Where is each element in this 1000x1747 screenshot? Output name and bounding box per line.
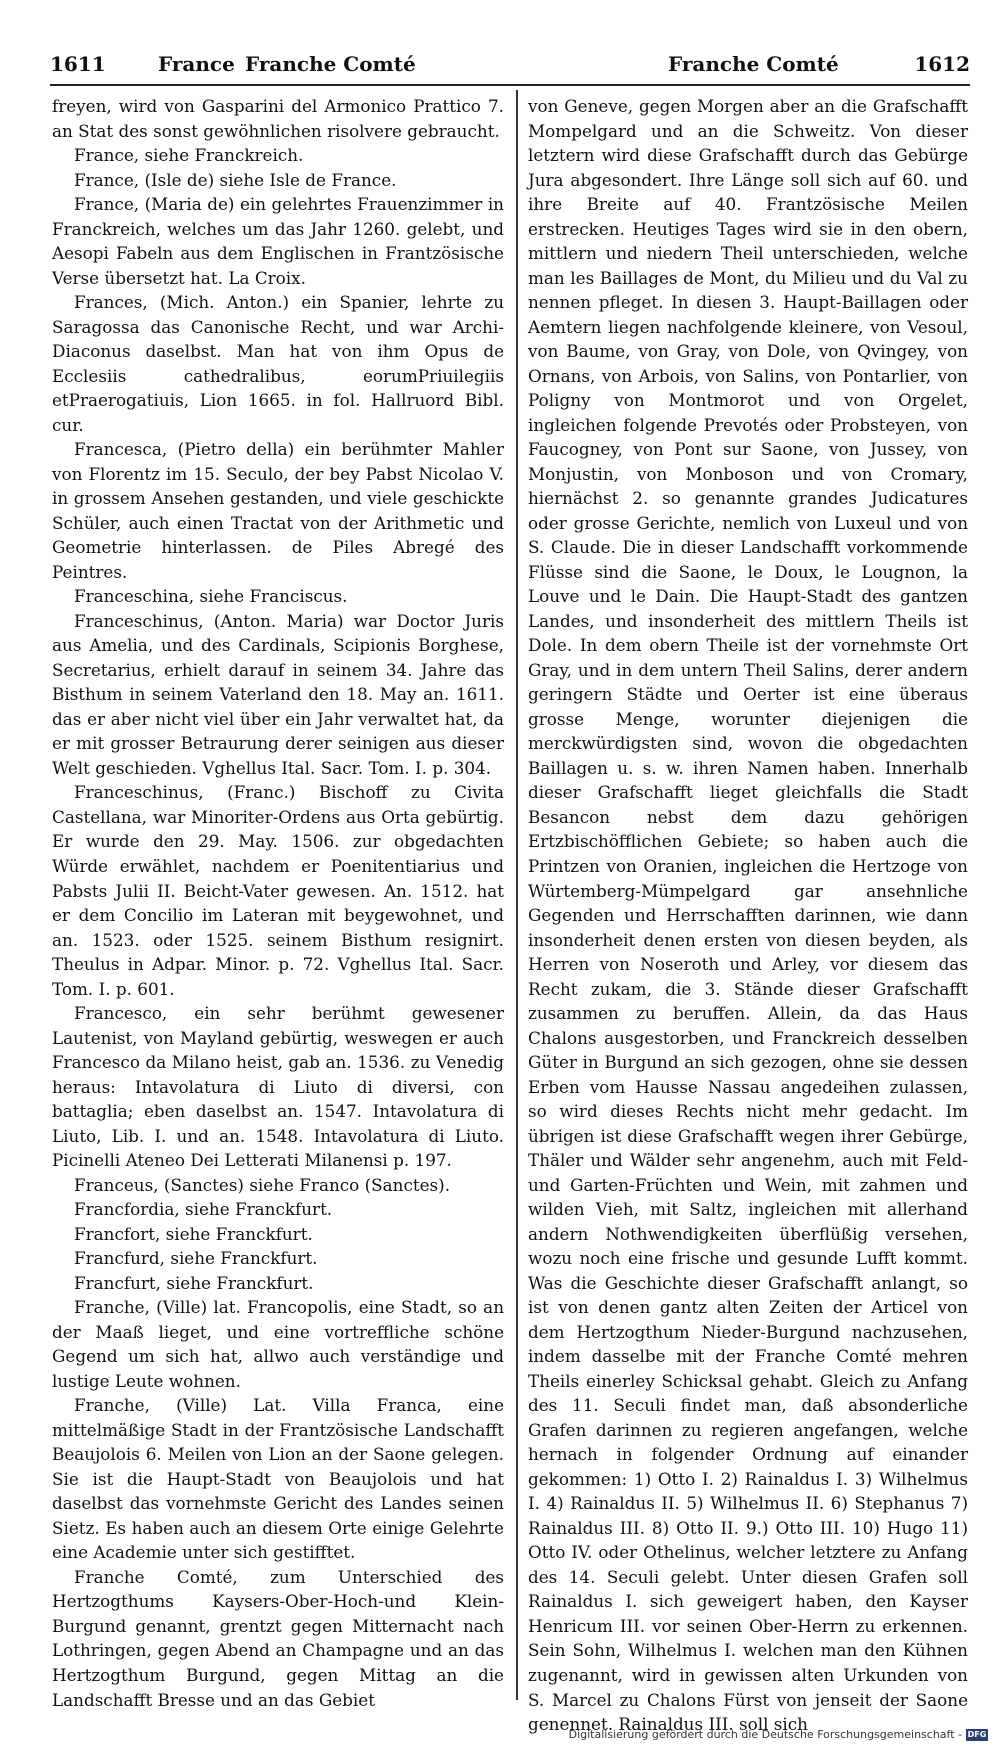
entry-text: Francesca, (Pietro della) ein berühmter Mahler von Florentz im 15. Seculo, der bey Pabst Nicolao V. in grossem Ansehen gestanden, und viele geschickte Schüler, auch einen Tractat von der Arithmetic und Geometrie hinterlassen. de Piles Abregé des Peintres. [52,439,504,582]
entry-text: Franceschinus, (Franc.) Bischoff zu Civita Castellana, war Minoriter-Ordens aus Orta gebürtig. Er wurde den 29. May. 1506. zur obgedachten Würde erwählet, nachdem er Poenitentiarius und Pabsts Julii II. Beicht-Vater gewesen. An. 1512. hat er dem Concilio im Lateran mit beygewohnet, und an. 1523. oder 1525. seinem Bisthum resignirt. Theulus in Adpar. Minor. p. 72. Vghellus Ital. Sacr. Tom. I. p. 601. [52,782,504,999]
entry-text: Frances, (Mich. Anton.) ein Spanier, lehrte zu Saragossa das Canonische Recht, und war Archi-Diaconus daselbst. Man hat von ihm Opus de Ecclesiis cathedralibus, eorumPriuilegiis etPraerogatiuis, Lion 1665. in fol. Hallruord Bibl. cur. [52,292,504,435]
entry-text: Franche, (Ville) Lat. Villa Franca, eine mittelmäßige Stadt in der Frantzösische Landschafft Beaujolois 6. Meilen von Lion an der Saone gelegen. Sie ist die Haupt-Stadt von Beaujolois und hat daselbst das vornehmste Gericht des Landes seinen Sietz. Es haben auch an diesem Orte einige Gelehrte eine Academie unter sich gestifftet. [52,1395,504,1563]
entry-text: Franceus, (Sanctes) siehe Franco (Sanctes). [74,1174,451,1195]
entry-text: France, (Maria de) ein gelehrtes Frauenzimmer in Franckreich, welches um das Jahr 1260. gelebt, und Aesopi Fabeln aus dem Englischen in Frantzösische Verse übersetzt hat. La Croix. [52,194,504,288]
entry-text: von Geneve, gegen Morgen aber an die Grafschafft Mompelgard und an die Schweitz. Von dieser letztern wird diese Grafschafft durch das Gebürge Jura abgesondert. Ihre Länge soll sich auf 60. und ihre Breite auf 40. Frantzösische Meilen erstrecken. Heutiges Tages wird sie in den obern, mittlern und niedern Theil unterschieden, welche man les Baillages de Mont, du Milieu und du Val zu nennen pfleget. In diesen 3. Haupt-Baillagen oder Aemtern liegen nachfolgende kleinere, von Vesoul, von Baume, von Gray, von Dole, von Qvingey, von Ornans, von Arbois, von Salins, von Pontarlier, von Poligny von Montmorot und von Orgelet, ingleichen folgende Prevotés oder Probsteyen, von Faucogney, von Pont sur Saone, von Jussey, von Monjustin, von Monboson und von Cromary, hiernächst 2. so genannte grandes Judicatures oder grosse Gerichte, nemlich von Luxeul und von S. Claude. Die in dieser Landschafft vorkommende Flüsse sind die Saone, le Doux, le Lougnon, la Louve und le Dain. Die Haupt-Stadt des gantzen Landes, und insonderheit des mittlern Theils ist Dole. In dem obern Theile ist der vornehmste Ort Gray, und in dem untern Theil Salins, derer andern geringern Städte und Oerter ist eine überaus grosse Menge, worunter diejenigen die merckwürdigsten sind, wovon die obgedachten Baillagen u. s. w. ihren Namen haben. Innerhalb dieser Grafschafft lieget gleichfalls die Stadt Besancon nebst dem dazu gehörigen Ertzbischöfflichen Gebiete; so haben auch die Printzen von Oranien, ingleichen die Hertzoge von Würtemberg-Mümpelgard gar ansehnliche Gegenden und Herrschafften darinnen, wie dann insonderheit denen ersten von diesen beyden, als Herren von Noseroth und Arley, vor diesem das Recht zukam, die 3. Stände dieser Grafschafft zusammen zu beruffen. Allein, da das Haus Chalons ausgestorben, und Franckreich desselben Güter in Burgund an sich gezogen, ohne sie dessen Erben vom Hausse Nassau angedeihen zulassen, so wird dieses Rechts nicht mehr gedacht. Im übrigen ist diese Grafschafft wegen ihrer Gebürge, Thäler und Wälder sehr angenehm, auch mit Feld- und Garten-Früchten und Wein, mit zahmen und wilden Vieh, mit Saltz, ingleichen mit allerhand andern Nothwendigkeiten überflüßig versehen, wozu noch eine frische und gesunde Lufft kommt. Was die Geschichte dieser Grafschafft anlangt, so ist von denen gantz alten Zeiten der Articel von dem Hertzogthum Nieder-Burgund nachzusehen, indem dasselbe mit der Franche Comté mehren Theils einerley Schicksal gehabt. Gleich zu Anfang des 11. Seculi findet man, daß absonderliche Grafen darinnen zu regieren angefangen, welche hernach in folgender Ordnung auf einander gekommen: 1) Otto I. 2) Rainaldus I. 3) Wilhelmus I. 4) Rainaldus II. 5) Wilhelmus II. 6) Stephanus 7) Rainaldus III. 8) Otto II. 9.) Otto III. 10) Hugo 11) Otto IV. oder Othelinus, welcher letztere zu Anfang des 14. Seculi gelebt. Unter diesen Grafen soll Rainaldus I. sich geweigert haben, den Kayser Henricum III. vor seinen Ober-Herrn zu erkennen. Sein Sohn, Wilhelmus I. welchen man den Kühnen zugenannt, wird in gewissen alten Urkunden von S. Marcel zu Chalons Fürst von jenseit der Saone genennet. Rainaldus III. soll sich [528,96,968,1735]
digitization-footer [569,1728,988,1741]
entry-text: Franche Comté, zum Unterschied des Hertzogthums Kaysers-Ober-Hoch-und Klein-Burgund genannt, grentzt gegen Mitternacht nach Lothringen, gegen Abend an Champagne und an das Hertzogthum Burgund, gegen Mittag an die Landschafft Bresse und an das Gebiet [52,1566,504,1710]
entry-text: Francfort, siehe Franckfurt. [74,1223,313,1244]
left-column [52,94,504,1712]
column-number-right: 1612 [914,52,970,76]
entry-text: freyen, wird von Gasparini del Armonico Prattico 7. an Stat des sonst gewöhnlichen risolvere gebraucht. [52,96,504,141]
header-rule [50,84,970,86]
column-divider [516,90,518,1700]
footer-text: Digitalisierung gefördert durch die Deutsche Forschungsgemeinschaft - [568,1728,962,1741]
entry-text: France, siehe Franckreich. [74,145,304,166]
entry-text: France, (Isle de) siehe Isle de France. [74,169,397,190]
catchword-left: France [158,52,235,76]
catchword-right: Franche Comté [668,52,839,76]
entry-text: Francfurd, siehe Franckfurt. [74,1248,318,1269]
entry-text: Francfordia, siehe Franckfurt. [74,1199,333,1220]
entry-text: Franceschinus, (Anton. Maria) war Doctor Juris aus Amelia, und des Cardinals, Scipionis Borghese, Secretarius, erhielt darauf in seinem 34. Jahre das Bisthum in seinem Vaterland den 18. May an. 1611. das er aber nicht viel über ein Jahr verwaltet hat, da er mit grosser Betraurung derer seinigen aus dieser Welt geschieden. Vghellus Ital. Sacr. Tom. I. p. 304. [52,610,504,778]
dfg-logo-icon: DFG [967,1729,987,1739]
entry-text: Franceschina, siehe Franciscus. [74,586,348,607]
column-number-left: 1611 [50,52,106,76]
entry-text: Francfurt, siehe Franckfurt. [74,1272,314,1293]
page-header [50,52,970,86]
catchword-left-2: Franche Comté [245,52,416,76]
entry-text: Francesco, ein sehr berühmt gewesener Lautenist, von Mayland gebürtig, weswegen er auch Francesco da Milano heist, gab an. 1536. zu Venedig heraus: Intavolatura di Liuto di diversi, con battaglia; eben daselbst an. 1547. Intavolatura di Liuto, Lib. I. und an. 1548. Intavolatura di Liuto. Picinelli Ateneo Dei Letterati Milanensi p. 197. [52,1003,504,1171]
right-column [528,94,968,1737]
entry-text: Franche, (Ville) lat. Francopolis, eine Stadt, so an der Maaß lieget, und eine vortreffliche schöne Gegend um sich hat, allwo auch verständige und lustige Leute wohnen. [52,1297,504,1391]
